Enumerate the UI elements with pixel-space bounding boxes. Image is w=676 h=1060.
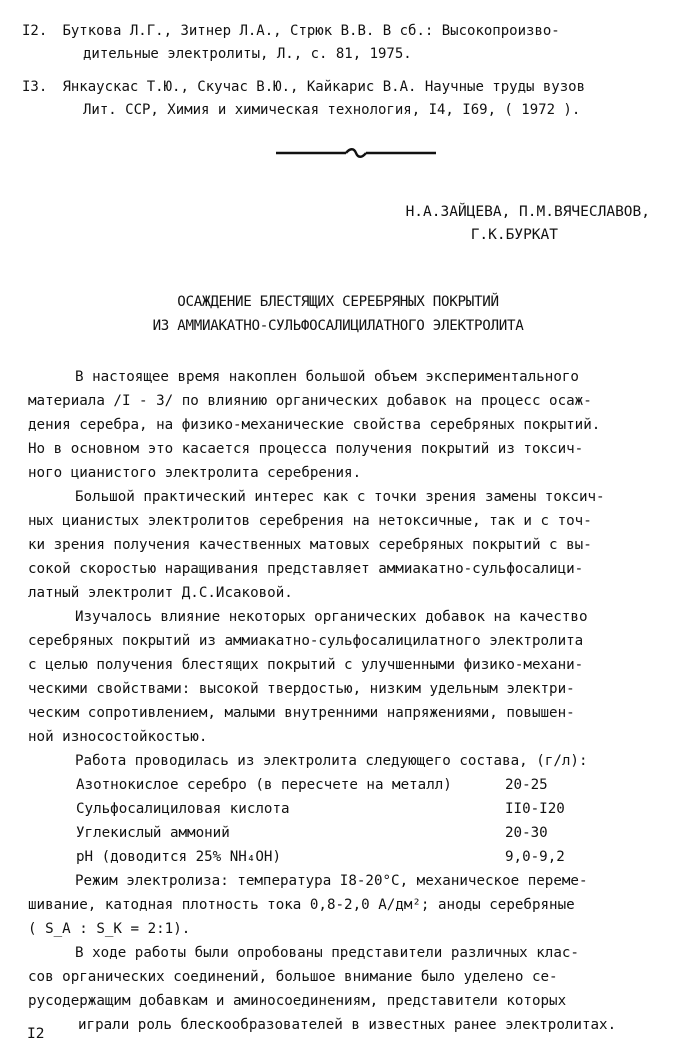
body-line: шивание, катодная плотность тока 0,8-2,0 А/дм²; аноды серебряные bbox=[28, 897, 575, 913]
body-line: ных цианистых электролитов серебрения на нетоксичные, так и с точ- bbox=[28, 513, 592, 529]
body-line: Режим электролиза: температура I8-20°С, механическое переме- bbox=[75, 873, 588, 889]
reference-13 bbox=[22, 80, 585, 94]
body-line: латный электролит Д.С.Исаковой. bbox=[28, 585, 293, 601]
authors-line-1: Н.А.ЗАЙЦЕВА, П.М.ВЯЧЕСЛАВОВ, bbox=[405, 204, 650, 220]
reference-text: дительные электролиты, Л., с. 81, 1975. bbox=[83, 46, 412, 62]
composition-value: 9,0-9,2 bbox=[505, 849, 565, 865]
reference-text: Лит. ССР, Химия и химическая технология, I4, I69, ( 1972 ). bbox=[83, 102, 581, 118]
body-line: играли роль блескообразователей в известных ранее электролитах. bbox=[78, 1017, 617, 1033]
body-line: с целью получения блестящих покрытий с улучшенными физико-механи- bbox=[28, 657, 584, 673]
composition-name: Углекислый аммоний bbox=[76, 825, 230, 841]
body-line: русодержащим добавкам и аминосоединениям, представители которых bbox=[28, 993, 567, 1009]
body-line: ки зрения получения качественных матовых серебряных покрытий с вы- bbox=[28, 537, 592, 553]
body-line: ( S_A : S_K = 2:1). bbox=[28, 921, 191, 937]
composition-name: Азотнокислое серебро (в пересчете на металл) bbox=[76, 777, 452, 793]
body-line: Изучалось влияние некоторых органических добавок на качество bbox=[75, 609, 588, 625]
body-line: ческими свойствами: высокой твердостью, низким удельным электри- bbox=[28, 681, 575, 697]
body-line: сов органических соединений, большое внимание было уделено се- bbox=[28, 969, 558, 985]
reference-number: I2. bbox=[22, 23, 48, 39]
article-title-line-2: ИЗ АММИАКАТНО-СУЛЬФОСАЛИЦИЛАТНОГО ЭЛЕКТРОЛИТА bbox=[152, 318, 524, 334]
authors-line-2: Г.К.БУРКАТ bbox=[470, 227, 558, 243]
reference-number: I3. bbox=[22, 79, 48, 95]
body-line: ного цианистого электролита серебрения. bbox=[28, 465, 362, 481]
body-line: сокой скоростью наращивания представляет аммиакатно-сульфосалици- bbox=[28, 561, 584, 577]
composition-intro: Работа проводилась из электролита следующего состава, (г/л): bbox=[75, 753, 588, 769]
composition-value: 20-30 bbox=[505, 825, 548, 841]
composition-value: 20-25 bbox=[505, 777, 548, 793]
composition-name: Сульфосалициловая кислота bbox=[76, 801, 290, 817]
page-number: I2 bbox=[27, 1026, 45, 1042]
body-line: материала /I - 3/ по влиянию органических добавок на процесс осаж- bbox=[28, 393, 592, 409]
decorative-divider bbox=[276, 147, 436, 159]
body-line: серебряных покрытий из аммиакатно-сульфосалицилатного электролита bbox=[28, 633, 584, 649]
reference-12 bbox=[22, 24, 560, 38]
reference-text: Буткова Л.Г., Зитнер Л.А., Стрюк В.В. В сб.: Высокопроизво- bbox=[62, 23, 560, 39]
composition-name: pH (доводится 25% NH₄OH) bbox=[76, 849, 281, 865]
body-line: Большой практический интерес как с точки зрения замены токсич- bbox=[75, 489, 605, 505]
article-title-line-1: ОСАЖДЕНИЕ БЛЕСТЯЩИХ СЕРЕБРЯНЫХ ПОКРЫТИЙ bbox=[177, 294, 499, 310]
reference-text: Янкаускас Т.Ю., Скучас В.Ю., Кайкарис В.А. Научные труды вузов bbox=[62, 79, 586, 95]
composition-value: II0-I20 bbox=[505, 801, 565, 817]
body-line: ческим сопротивлением, малыми внутренними напряжениями, повышен- bbox=[28, 705, 575, 721]
body-line: В ходе работы были опробованы представители различных клас- bbox=[75, 945, 579, 961]
body-line: В настоящее время накоплен большой объем экспериментального bbox=[75, 369, 579, 385]
body-line: ной износостойкостью. bbox=[28, 729, 208, 745]
body-line: Но в основном это касается процесса получения покрытий из токсич- bbox=[28, 441, 584, 457]
body-line: дения серебра, на физико-механические свойства серебряных покрытий. bbox=[28, 417, 601, 433]
